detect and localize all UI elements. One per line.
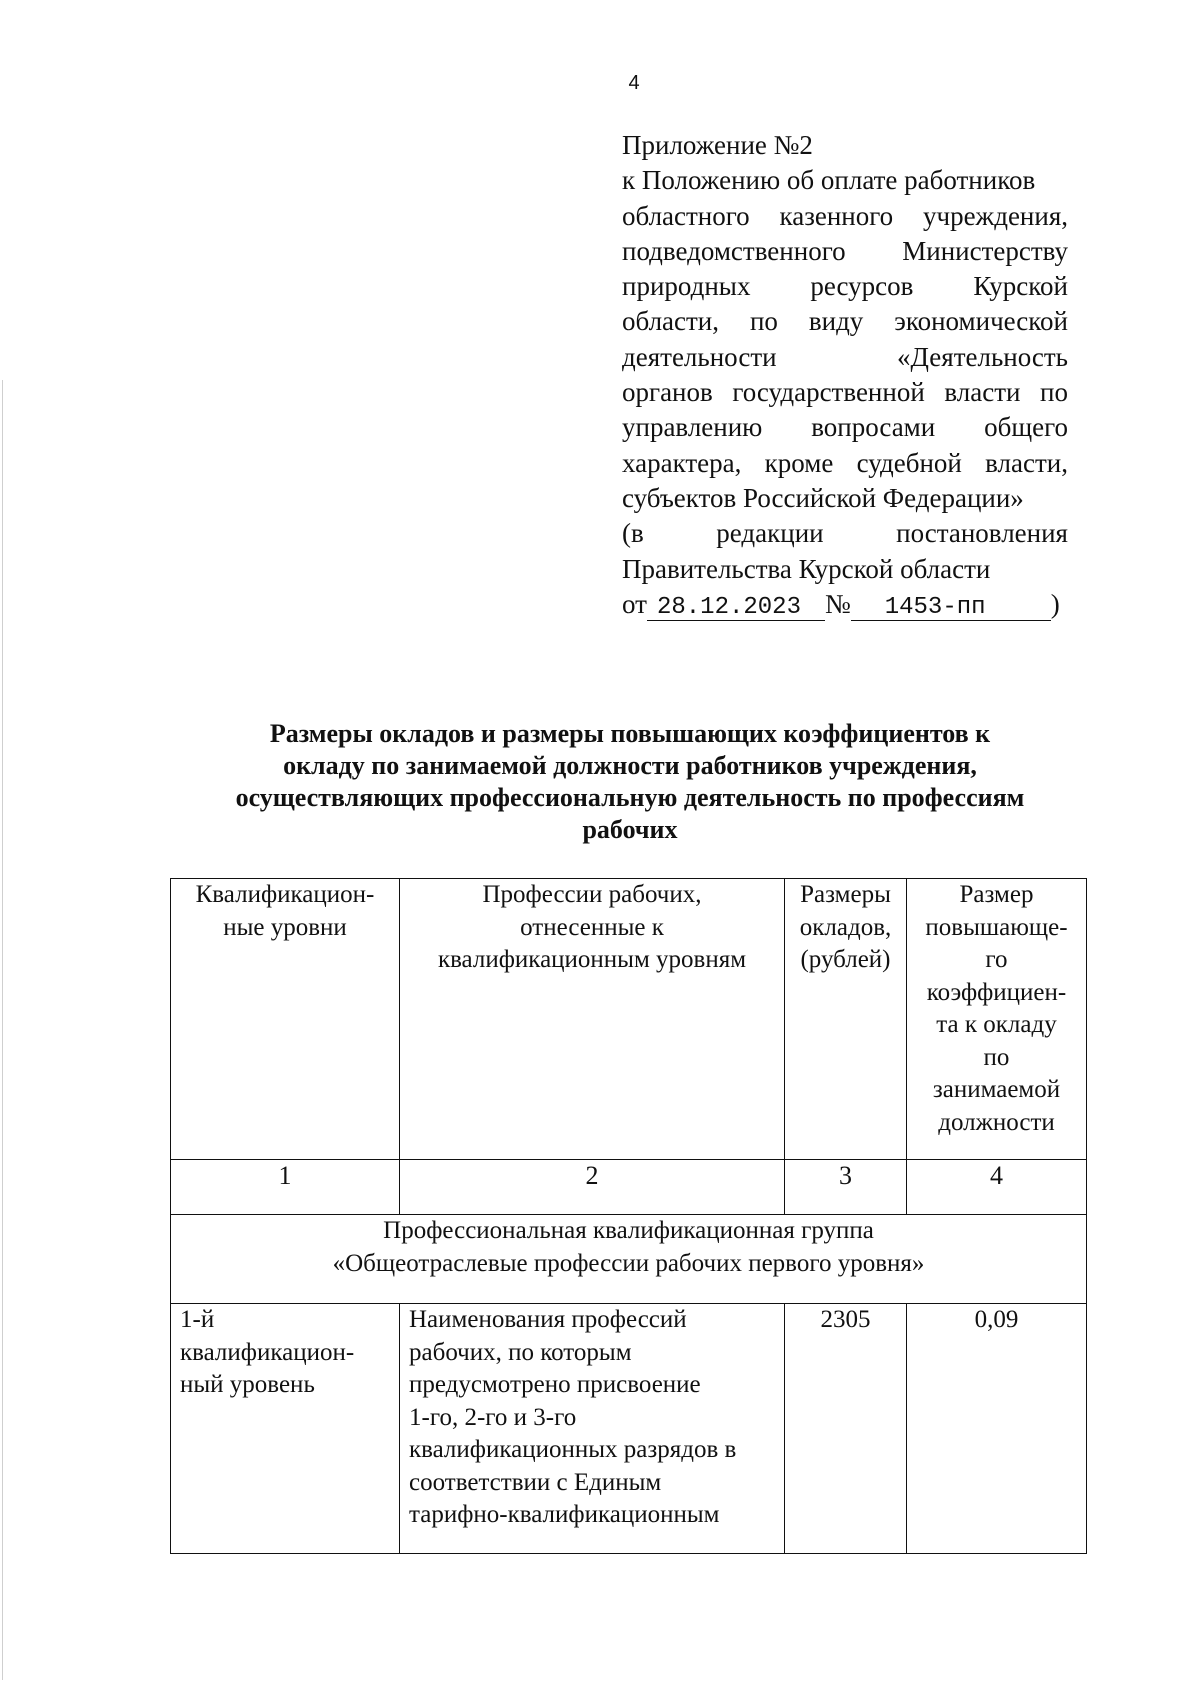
annex-word: общего xyxy=(984,412,1068,443)
annex-line: субъектов Российской Федерации» xyxy=(622,482,1024,513)
cell-text: квалификационных разрядов в xyxy=(409,1436,737,1463)
annex-word: виду xyxy=(808,306,864,337)
page-number: 4 xyxy=(628,72,640,94)
cell-coefficient: 0,09 xyxy=(907,1304,1087,1554)
cell-text: ный уровень xyxy=(180,1371,315,1398)
annex-word: областного xyxy=(622,200,750,231)
annex-word: власти, xyxy=(985,447,1068,478)
annex-closing: ) xyxy=(1050,588,1060,619)
column-number: 4 xyxy=(907,1160,1087,1215)
header-text: ные уровни xyxy=(223,913,347,941)
annex-line xyxy=(622,269,1068,304)
annex-header xyxy=(622,128,1068,622)
annex-word: области, xyxy=(622,306,720,337)
column-number: 2 xyxy=(400,1160,785,1215)
annex-line: к Положению об оплате работников xyxy=(622,165,1036,196)
annex-line xyxy=(622,516,1068,551)
annex-word: редакции xyxy=(716,518,824,549)
annex-line xyxy=(622,199,1068,234)
scan-edge xyxy=(2,380,3,1680)
document-title xyxy=(175,718,1085,846)
header-qualification-levels xyxy=(171,879,400,1160)
annex-date-line xyxy=(622,587,1068,622)
column-number: 1 xyxy=(171,1160,400,1215)
header-text: занимаемой xyxy=(932,1076,1061,1103)
cell-text: тарифно-квалификационным xyxy=(409,1501,720,1528)
header-text: Профессии рабочих, xyxy=(482,881,702,908)
header-text: коэффициен- xyxy=(926,978,1067,1006)
column-number: 3 xyxy=(785,1160,907,1215)
annex-word: государственной xyxy=(732,377,925,408)
annex-word: Курской xyxy=(973,271,1068,302)
annex-word: кроме xyxy=(764,447,834,478)
annex-number-sign: № xyxy=(824,588,851,619)
annex-line xyxy=(622,375,1068,410)
table-row xyxy=(171,1304,1087,1554)
annex-word: деятельности xyxy=(622,341,777,372)
group-text: «Общеотраслевые профессии рабочих первого уровня» xyxy=(332,1249,925,1277)
group-row xyxy=(171,1215,1087,1304)
header-text: Квалификацион- xyxy=(195,881,375,908)
annex-word: постановления xyxy=(896,518,1068,549)
header-text: квалификационным уровням xyxy=(437,946,747,973)
cell-text: Наименования профессий xyxy=(409,1306,687,1333)
title-line: окладу по занимаемой должности работников учреждения, xyxy=(283,751,977,780)
annex-line: Приложение №2 xyxy=(622,130,813,160)
annex-line xyxy=(622,234,1068,269)
header-text: та к окладу xyxy=(936,1011,1057,1038)
cell-text: 1-го, 2-го и 3-го xyxy=(409,1403,577,1431)
annex-word: характера, xyxy=(622,447,742,478)
title-line: Размеры окладов и размеры повышающих коэффициентов к xyxy=(269,719,991,748)
cell-text: предусмотрено присвоение xyxy=(409,1371,701,1398)
cell-text: 1-й xyxy=(180,1306,215,1333)
annex-from-label: от xyxy=(622,588,647,619)
header-text: по xyxy=(983,1043,1010,1071)
annex-line xyxy=(622,446,1068,481)
annex-date-field: 28.12.2023 xyxy=(647,595,825,621)
annex-word: органов xyxy=(622,377,713,408)
annex-line xyxy=(622,410,1068,445)
annex-word: Министерству xyxy=(902,235,1068,266)
cell-level xyxy=(171,1304,400,1554)
header-text: отнесенные к xyxy=(520,913,664,941)
group-text: Профессиональная квалификационная группа xyxy=(383,1217,874,1244)
annex-word: вопросами xyxy=(811,412,936,443)
annex-line: Правительства Курской области xyxy=(622,553,991,584)
annex-word: ресурсов xyxy=(810,271,914,302)
annex-word: (в xyxy=(622,518,644,549)
header-text: (рублей) xyxy=(800,946,891,973)
annex-word: экономической xyxy=(894,306,1068,337)
table-header-row xyxy=(171,879,1087,1160)
annex-word: казенного xyxy=(779,200,894,231)
cell-text: соответствии с Единым xyxy=(409,1468,662,1496)
cell-salary: 2305 xyxy=(785,1304,907,1554)
annex-word: судебной xyxy=(856,447,962,478)
header-professions xyxy=(400,879,785,1160)
cell-text: рабочих, по которым xyxy=(409,1338,632,1366)
header-text: должности xyxy=(938,1108,1055,1136)
header-text: повышающе- xyxy=(925,913,1068,941)
annex-word: подведомственного xyxy=(622,235,846,266)
group-title xyxy=(171,1215,1087,1304)
header-coefficient xyxy=(907,879,1087,1160)
annex-word: управлению xyxy=(622,412,763,443)
title-line: рабочих xyxy=(582,815,678,844)
annex-word: «Деятельность xyxy=(897,341,1068,372)
annex-word: по xyxy=(1040,377,1068,408)
header-salary xyxy=(785,879,907,1160)
header-text: Размер xyxy=(959,881,1034,908)
title-line: осуществляющих профессиональную деятельность по профессиям xyxy=(235,783,1025,812)
annex-word: учреждения, xyxy=(922,200,1068,231)
header-text: окладов, xyxy=(799,913,892,941)
annex-word: природных xyxy=(622,271,751,302)
annex-word: власти xyxy=(944,377,1021,408)
annex-line xyxy=(622,340,1068,375)
cell-text: квалификацион- xyxy=(180,1338,355,1366)
annex-line xyxy=(622,304,1068,339)
annex-number-field: 1453-пп xyxy=(851,595,1051,621)
annex-word: по xyxy=(749,306,778,337)
salary-table xyxy=(170,878,1087,1554)
header-text: го xyxy=(985,946,1008,973)
cell-professions xyxy=(400,1304,785,1554)
column-number-row xyxy=(171,1160,1087,1215)
header-text: Размеры xyxy=(800,881,891,908)
